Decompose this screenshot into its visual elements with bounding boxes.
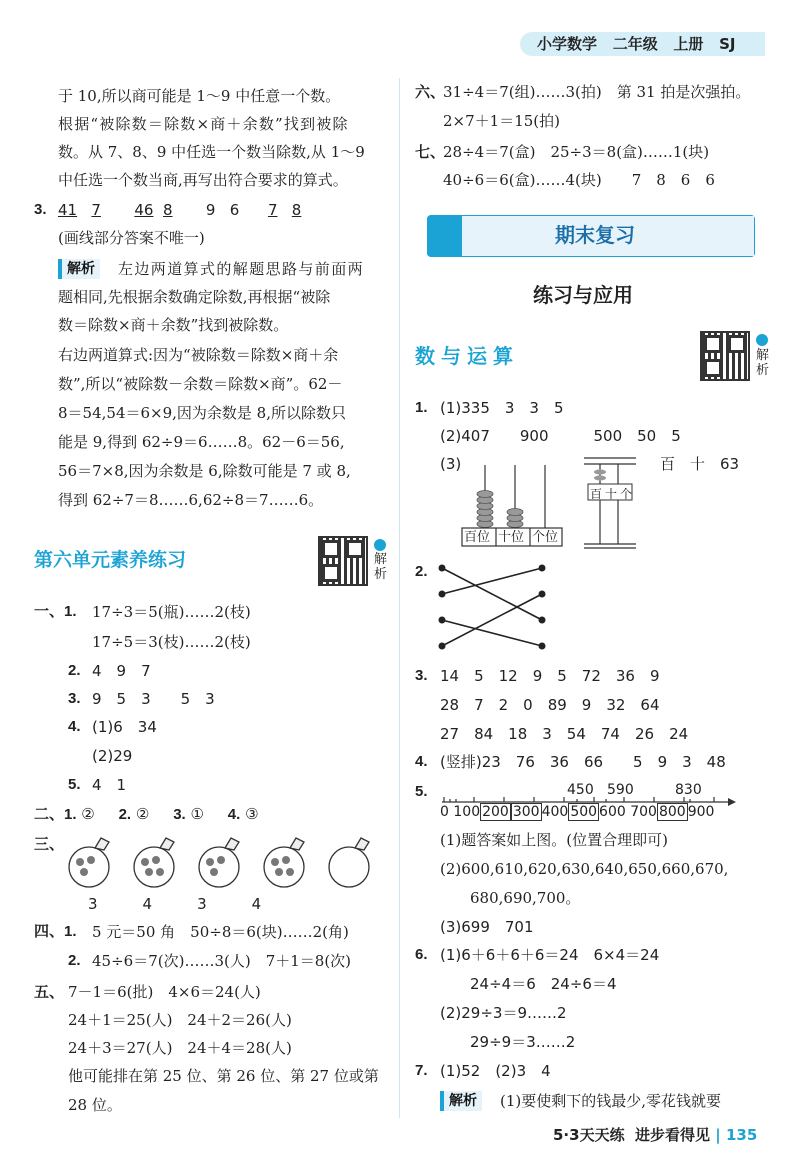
left-p3: 数。从 7、8、9 中任选一个数当除数,从 1～9 xyxy=(58,143,365,161)
left-p1: 于 10,所以商可能是 1～9 中任意一个数。 xyxy=(58,87,341,105)
s1-q4-value: (1)6 34 xyxy=(92,718,157,736)
s5-label: 五、 xyxy=(34,983,65,1001)
q5-part2b: 680,690,700。 xyxy=(470,889,581,907)
footer-brand: 5·3天天练 xyxy=(553,1126,625,1144)
q7-analysis: (1)要使剩下的钱最少,零花钱就要 xyxy=(500,1092,722,1110)
q5-part2: (2)600,610,620,630,640,650,660,670, xyxy=(440,860,729,878)
s5-line3: 24＋3＝27(人) 24＋4＝28(人) xyxy=(68,1039,292,1057)
nl-tick-900: 900 xyxy=(687,804,715,820)
analysis-a7: 能是 9,得到 62÷9＝6……8。62－6＝56, xyxy=(58,433,345,451)
footer-page: 135 xyxy=(726,1126,758,1144)
q2-label: 2. xyxy=(415,563,428,580)
q7-label: 7. xyxy=(415,1062,428,1079)
q1-line2: (2)407 900 500 50 5 xyxy=(440,427,681,445)
s2-q2-label: 2. xyxy=(118,806,132,823)
q3-label: 3. xyxy=(34,201,47,218)
header-subject: 小学数学 xyxy=(537,35,598,53)
number-line-ticks xyxy=(440,802,714,822)
s1-q3-label: 3. xyxy=(68,690,81,707)
nl-tick-400: 400 xyxy=(541,804,569,820)
unit6-title: 第六单元素养练习 xyxy=(34,549,187,571)
nl-top-830: 830 xyxy=(675,782,702,798)
s2-q4-label: 4. xyxy=(227,806,241,823)
s2-v2: ② xyxy=(135,805,150,823)
counter-label-hundreds: 百 xyxy=(590,487,603,501)
s4-line1: 5 元＝50 角 50÷8＝6(块)……2(角) xyxy=(92,923,349,941)
q7-value: (1)52 (2)3 4 xyxy=(440,1062,551,1080)
s4-label: 四、1. xyxy=(34,923,77,940)
analysis-a3: 数＝除数×商＋余数”找到被除数。 xyxy=(58,316,289,334)
q5-label: 5. xyxy=(415,783,428,800)
analysis-a8: 56＝7×8,因为余数是 6,除数可能是 7 或 8, xyxy=(58,462,351,480)
q1-part3-tail: 百 十 63 xyxy=(660,455,740,473)
bag-5 xyxy=(329,838,369,887)
nl-tick-500: 500 xyxy=(570,804,598,820)
s7-line2: 40÷6＝6(盒)……4(块) 7 8 6 6 xyxy=(443,171,715,189)
q3-b: 7 xyxy=(91,201,101,219)
s1-q4-value2: (2)29 xyxy=(92,747,133,765)
analysis-a4: 右边两道算式:因为“被除数＝除数×商＋余 xyxy=(58,346,339,364)
q3-c: 46 xyxy=(134,201,154,219)
q3-note: (画线部分答案不唯一) xyxy=(58,229,205,247)
header-grade: 二年级 xyxy=(612,35,658,53)
s6-label: 六、 xyxy=(415,83,446,101)
nl-tick-100: 100 xyxy=(453,804,481,820)
s1-q2-label: 2. xyxy=(68,662,81,679)
s1-label: 一、1. xyxy=(34,603,77,620)
nl-tick-800: 800 xyxy=(658,804,686,820)
calc-title: 数与运算 xyxy=(415,344,519,368)
s5-line4: 他可能排在第 25 位、第 26 位、第 27 位或第 xyxy=(68,1067,379,1085)
column-divider xyxy=(399,78,400,1118)
footer xyxy=(553,1125,757,1145)
q6-line4: 29÷9＝3……2 xyxy=(470,1033,576,1051)
s1-q5-label: 5. xyxy=(68,776,81,793)
s2-v1: ② xyxy=(81,805,95,823)
play-icon-right xyxy=(756,334,768,346)
s7-label: 七、 xyxy=(415,143,446,161)
nl-tick-300: 300 xyxy=(512,804,540,820)
abacus-label-tens: 十位 xyxy=(498,530,525,545)
nl-top-450: 450 xyxy=(567,782,594,798)
q1-line1: (1)335 3 3 5 xyxy=(440,399,564,417)
q3-d: 8 xyxy=(162,201,173,219)
s2-label: 二、1. xyxy=(34,806,77,823)
abacus-label-hundreds: 百位 xyxy=(464,530,491,545)
counter-label-tens: 十 xyxy=(605,487,618,501)
matching-diagram xyxy=(434,560,554,660)
analysis-a2: 题相同,先根据余数确定除数,再根据“被除 xyxy=(58,288,331,306)
q3-a: 41 xyxy=(58,201,78,219)
q3-answers xyxy=(58,200,301,220)
analysis-a6: 8＝54,54＝6×9,因为余数是 8,所以除数只 xyxy=(58,404,346,422)
practice-title: 练习与应用 xyxy=(533,283,633,307)
s5-line1: 7－1＝6(批) 4×6＝24(人) xyxy=(68,983,261,1001)
header-text xyxy=(537,34,735,54)
s1-q4-label: 4. xyxy=(68,718,81,735)
banner-accent xyxy=(428,216,462,256)
s5-line5: 28 位。 xyxy=(68,1096,122,1114)
s2-line xyxy=(34,804,259,825)
analysis-tag-left: 解析 xyxy=(58,259,100,279)
s1-q2-value: 4 9 7 xyxy=(92,662,151,680)
q3r-label: 3. xyxy=(415,667,428,684)
q6-line1: (1)6＋6＋6＋6＝24 6×4＝24 xyxy=(440,946,660,964)
s1-q5-value: 4 1 xyxy=(92,776,127,794)
nl-top-590: 590 xyxy=(607,782,634,798)
q3r-row2: 28 7 2 0 89 9 32 64 xyxy=(440,696,660,714)
q3-h: 8 xyxy=(291,201,302,219)
nl-tick-700: 700 xyxy=(630,804,657,820)
q4-value: (竖排)23 76 36 66 5 9 3 48 xyxy=(440,753,726,771)
q4-label: 4. xyxy=(415,753,428,770)
s3-label: 三、 xyxy=(34,835,65,853)
analysis-tag-right: 解析 xyxy=(440,1091,482,1111)
qr-code-right[interactable] xyxy=(700,331,750,381)
footer-slogan: 进步看得见 xyxy=(635,1126,711,1144)
s4-line2: 45÷6＝7(次)……3(人) 7＋1＝8(次) xyxy=(92,952,352,970)
nl-tick-600: 600 xyxy=(599,804,626,820)
q6-label: 6. xyxy=(415,946,428,963)
play-icon-left xyxy=(374,539,386,551)
q3-g: 7 xyxy=(267,201,278,219)
q1-label: 1. xyxy=(415,399,428,416)
q3-e: 9 xyxy=(205,201,216,219)
s1-line1: 17÷3＝5(瓶)……2(枝) xyxy=(92,603,251,621)
header-term: 上册 xyxy=(673,35,704,53)
q6-line2: 24÷4＝6 24÷6＝4 xyxy=(470,975,617,993)
bags-illustration xyxy=(62,830,372,890)
left-p4: 中任选一个数当商,再写出符合要求的算式。 xyxy=(58,171,348,189)
s7-line1: 28÷4＝7(盒) 25÷3＝8(盒)……1(块) xyxy=(443,143,710,161)
s1-q3-value: 9 5 3 5 3 xyxy=(92,690,215,708)
abacus-label-ones: 个位 xyxy=(532,530,559,545)
nl-tick-200: 200 xyxy=(482,804,509,820)
s2-v4: ③ xyxy=(245,805,259,823)
footer-divider: | xyxy=(715,1126,721,1144)
s6-line2: 2×7＋1＝15(拍) xyxy=(443,112,560,130)
qr-label-left: 解析 xyxy=(374,552,388,582)
q5-part1: (1)题答案如上图。(位置合理即可) xyxy=(440,831,668,849)
analysis-a1: 左边两道算式的解题思路与前面两 xyxy=(118,260,365,278)
header-edition: SJ xyxy=(719,35,736,53)
left-p2: 根据“被除数＝除数×商＋余数”找到被除 xyxy=(58,115,349,133)
q3r-row1: 14 5 12 9 5 72 36 9 xyxy=(440,667,660,685)
analysis-a5: 数”,所以“被除数－余数＝除数×商”。62－ xyxy=(58,375,343,393)
s3-values: 3 4 3 4 xyxy=(88,895,262,913)
s5-line2: 24＋1＝25(人) 24＋2＝26(人) xyxy=(68,1011,292,1029)
qr-code-left[interactable] xyxy=(318,536,368,586)
q5-part3: (3)699 701 xyxy=(440,918,534,936)
q3-f: 6 xyxy=(229,201,240,219)
s1-line2: 17÷5＝3(枝)……2(枝) xyxy=(92,633,251,651)
q1-part3: (3) xyxy=(440,455,462,473)
nl-tick-0: 0 xyxy=(440,804,449,820)
q6-line3: (2)29÷3＝9……2 xyxy=(440,1004,567,1022)
analysis-a9: 得到 62÷7＝8……6,62÷8＝7……6。 xyxy=(58,491,324,509)
q3r-row3: 27 84 18 3 54 74 26 24 xyxy=(440,725,689,743)
s4-q2-label: 2. xyxy=(68,952,81,969)
s2-q3-label: 3. xyxy=(173,806,186,823)
counter-label-ones: 个 xyxy=(620,487,633,501)
s2-v3: ① xyxy=(190,805,204,823)
s6-line1: 31÷4＝7(组)……3(拍) 第 31 拍是次强拍。 xyxy=(443,83,751,101)
final-title: 期末复习 xyxy=(555,223,635,247)
qr-label-right: 解析 xyxy=(756,348,770,378)
